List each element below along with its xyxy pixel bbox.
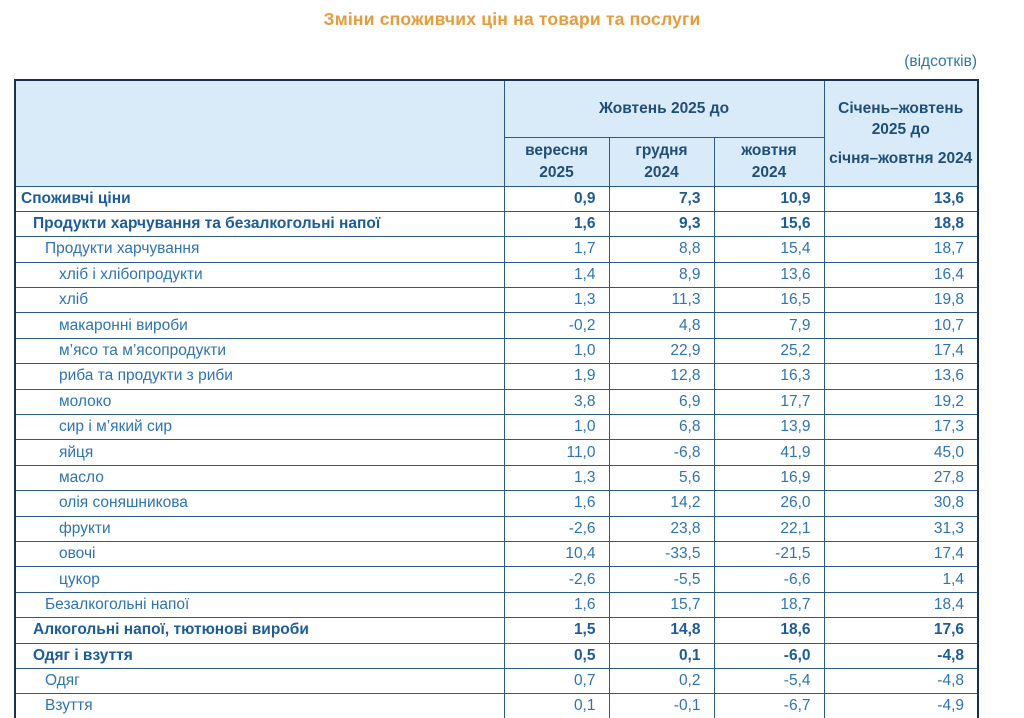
value-cell: 31,3 bbox=[824, 516, 978, 541]
row-label: Споживчі ціни bbox=[15, 186, 504, 211]
row-label: яйця bbox=[15, 440, 504, 465]
value-cell: 1,6 bbox=[504, 491, 609, 516]
value-cell: 19,2 bbox=[824, 389, 978, 414]
value-cell: 17,4 bbox=[824, 338, 978, 363]
value-cell: 25,2 bbox=[714, 338, 824, 363]
value-cell: 5,6 bbox=[609, 465, 714, 490]
table-row bbox=[15, 694, 978, 718]
value-cell: 0,1 bbox=[504, 694, 609, 718]
value-cell: 1,9 bbox=[504, 364, 609, 389]
column-header-year: 2025 bbox=[539, 163, 574, 181]
value-cell: 4,8 bbox=[609, 313, 714, 338]
value-cell: 11,0 bbox=[504, 440, 609, 465]
value-cell: 9,3 bbox=[609, 211, 714, 236]
value-cell: 17,4 bbox=[824, 541, 978, 566]
value-cell: -4,8 bbox=[824, 643, 978, 668]
value-cell: 13,6 bbox=[824, 186, 978, 211]
table-row bbox=[15, 415, 978, 440]
value-cell: 19,8 bbox=[824, 288, 978, 313]
table-row bbox=[15, 668, 978, 693]
value-cell: -2,6 bbox=[504, 567, 609, 592]
value-cell: -5,5 bbox=[609, 567, 714, 592]
value-cell: 18,7 bbox=[714, 592, 824, 617]
value-cell: 1,0 bbox=[504, 338, 609, 363]
value-cell: 1,6 bbox=[504, 592, 609, 617]
table-row bbox=[15, 186, 978, 211]
value-cell: 11,3 bbox=[609, 288, 714, 313]
value-cell: -6,8 bbox=[609, 440, 714, 465]
value-cell: -4,8 bbox=[824, 668, 978, 693]
row-label: фрукти bbox=[15, 516, 504, 541]
value-cell: 0,2 bbox=[609, 668, 714, 693]
value-cell: 41,9 bbox=[714, 440, 824, 465]
table-body bbox=[15, 186, 978, 718]
value-cell: -6,6 bbox=[714, 567, 824, 592]
value-cell: 1,3 bbox=[504, 288, 609, 313]
value-cell: -6,0 bbox=[714, 643, 824, 668]
table-row bbox=[15, 211, 978, 236]
value-cell: 18,6 bbox=[714, 618, 824, 643]
table-row bbox=[15, 288, 978, 313]
value-cell: 16,9 bbox=[714, 465, 824, 490]
row-label: молоко bbox=[15, 389, 504, 414]
table-row bbox=[15, 313, 978, 338]
value-cell: 18,4 bbox=[824, 592, 978, 617]
value-cell: -6,7 bbox=[714, 694, 824, 718]
label-column-header bbox=[15, 80, 504, 186]
row-label: Продукти харчування та безалкогольні напої bbox=[15, 211, 504, 236]
table-row bbox=[15, 389, 978, 414]
value-cell: 15,6 bbox=[714, 211, 824, 236]
value-cell: 17,3 bbox=[824, 415, 978, 440]
row-label: Одяг bbox=[15, 668, 504, 693]
period-column-header bbox=[824, 80, 978, 186]
group-header-october-2025: Жовтень 2025 до bbox=[504, 80, 824, 137]
table-row bbox=[15, 364, 978, 389]
table-row bbox=[15, 338, 978, 363]
value-cell: 1,5 bbox=[504, 618, 609, 643]
table-row bbox=[15, 262, 978, 287]
row-label: Взуття bbox=[15, 694, 504, 718]
value-cell: -4,9 bbox=[824, 694, 978, 718]
table-row bbox=[15, 516, 978, 541]
value-cell: -5,4 bbox=[714, 668, 824, 693]
column-header-text: вересня bbox=[525, 141, 588, 159]
value-cell: 45,0 bbox=[824, 440, 978, 465]
row-label: хліб і хлібопродукти bbox=[15, 262, 504, 287]
row-label: Одяг і взуття bbox=[15, 643, 504, 668]
value-cell: 17,6 bbox=[824, 618, 978, 643]
value-cell: 0,5 bbox=[504, 643, 609, 668]
column-header-text: грудня bbox=[635, 141, 688, 159]
value-cell: 8,9 bbox=[609, 262, 714, 287]
table-row bbox=[15, 567, 978, 592]
value-cell: 13,6 bbox=[824, 364, 978, 389]
value-cell: 22,9 bbox=[609, 338, 714, 363]
value-cell: -0,1 bbox=[609, 694, 714, 718]
table-header bbox=[15, 80, 978, 186]
value-cell: 6,8 bbox=[609, 415, 714, 440]
value-cell: 1,0 bbox=[504, 415, 609, 440]
value-cell: 1,6 bbox=[504, 211, 609, 236]
row-label: риба та продукти з риби bbox=[15, 364, 504, 389]
value-cell: 7,9 bbox=[714, 313, 824, 338]
value-cell: 26,0 bbox=[714, 491, 824, 516]
value-cell: 10,7 bbox=[824, 313, 978, 338]
table-row bbox=[15, 440, 978, 465]
column-header-text: жовтня bbox=[741, 141, 797, 159]
value-cell: 0,1 bbox=[609, 643, 714, 668]
value-cell: 0,7 bbox=[504, 668, 609, 693]
value-cell: 16,5 bbox=[714, 288, 824, 313]
column-header-december-2024 bbox=[609, 137, 714, 186]
consumer-prices-table bbox=[14, 79, 979, 718]
value-cell: 23,8 bbox=[609, 516, 714, 541]
row-label: макаронні вироби bbox=[15, 313, 504, 338]
value-cell: 22,1 bbox=[714, 516, 824, 541]
table-row bbox=[15, 643, 978, 668]
table-row bbox=[15, 541, 978, 566]
value-cell: 3,8 bbox=[504, 389, 609, 414]
table-row bbox=[15, 592, 978, 617]
value-cell: 15,7 bbox=[609, 592, 714, 617]
table-row bbox=[15, 465, 978, 490]
period-header-line2: січня–жовтня 2024 bbox=[829, 149, 973, 167]
value-cell: 13,9 bbox=[714, 415, 824, 440]
value-cell: 0,9 bbox=[504, 186, 609, 211]
value-cell: 14,8 bbox=[609, 618, 714, 643]
value-cell: 1,4 bbox=[824, 567, 978, 592]
value-cell: 1,3 bbox=[504, 465, 609, 490]
table-row bbox=[15, 618, 978, 643]
value-cell: 6,9 bbox=[609, 389, 714, 414]
row-label: овочі bbox=[15, 541, 504, 566]
value-cell: 30,8 bbox=[824, 491, 978, 516]
row-label: Продукти харчування bbox=[15, 237, 504, 262]
table-row bbox=[15, 491, 978, 516]
value-cell: 1,7 bbox=[504, 237, 609, 262]
value-cell: 12,8 bbox=[609, 364, 714, 389]
value-cell: -33,5 bbox=[609, 541, 714, 566]
value-cell: 18,7 bbox=[824, 237, 978, 262]
column-header-october-2024 bbox=[714, 137, 824, 186]
row-label: масло bbox=[15, 465, 504, 490]
column-header-year: 2024 bbox=[644, 163, 679, 181]
value-cell: -0,2 bbox=[504, 313, 609, 338]
table-row bbox=[15, 237, 978, 262]
value-cell: 27,8 bbox=[824, 465, 978, 490]
value-cell: 10,4 bbox=[504, 541, 609, 566]
row-label: м’ясо та м’ясопродукти bbox=[15, 338, 504, 363]
value-cell: -2,6 bbox=[504, 516, 609, 541]
column-header-year: 2024 bbox=[751, 163, 787, 181]
value-cell: 15,4 bbox=[714, 237, 824, 262]
value-cell: -21,5 bbox=[714, 541, 824, 566]
period-header-line1: Січень–жовтень 2025 до bbox=[838, 99, 964, 138]
row-label: Безалкогольні напої bbox=[15, 592, 504, 617]
row-label: цукор bbox=[15, 567, 504, 592]
row-label: сир і м’який сир bbox=[15, 415, 504, 440]
value-cell: 13,6 bbox=[714, 262, 824, 287]
page-title: Зміни споживчих цін на товари та послуги bbox=[323, 9, 701, 29]
units-note: (відсотків) bbox=[904, 53, 977, 70]
value-cell: 1,4 bbox=[504, 262, 609, 287]
column-header-september-2025 bbox=[504, 137, 609, 186]
value-cell: 16,3 bbox=[714, 364, 824, 389]
value-cell: 10,9 bbox=[714, 186, 824, 211]
row-label: Алкогольні напої, тютюнові вироби bbox=[15, 618, 504, 643]
value-cell: 14,2 bbox=[609, 491, 714, 516]
value-cell: 17,7 bbox=[714, 389, 824, 414]
value-cell: 16,4 bbox=[824, 262, 978, 287]
value-cell: 8,8 bbox=[609, 237, 714, 262]
row-label: олія соняшникова bbox=[15, 491, 504, 516]
value-cell: 18,8 bbox=[824, 211, 978, 236]
row-label: хліб bbox=[15, 288, 504, 313]
value-cell: 7,3 bbox=[609, 186, 714, 211]
